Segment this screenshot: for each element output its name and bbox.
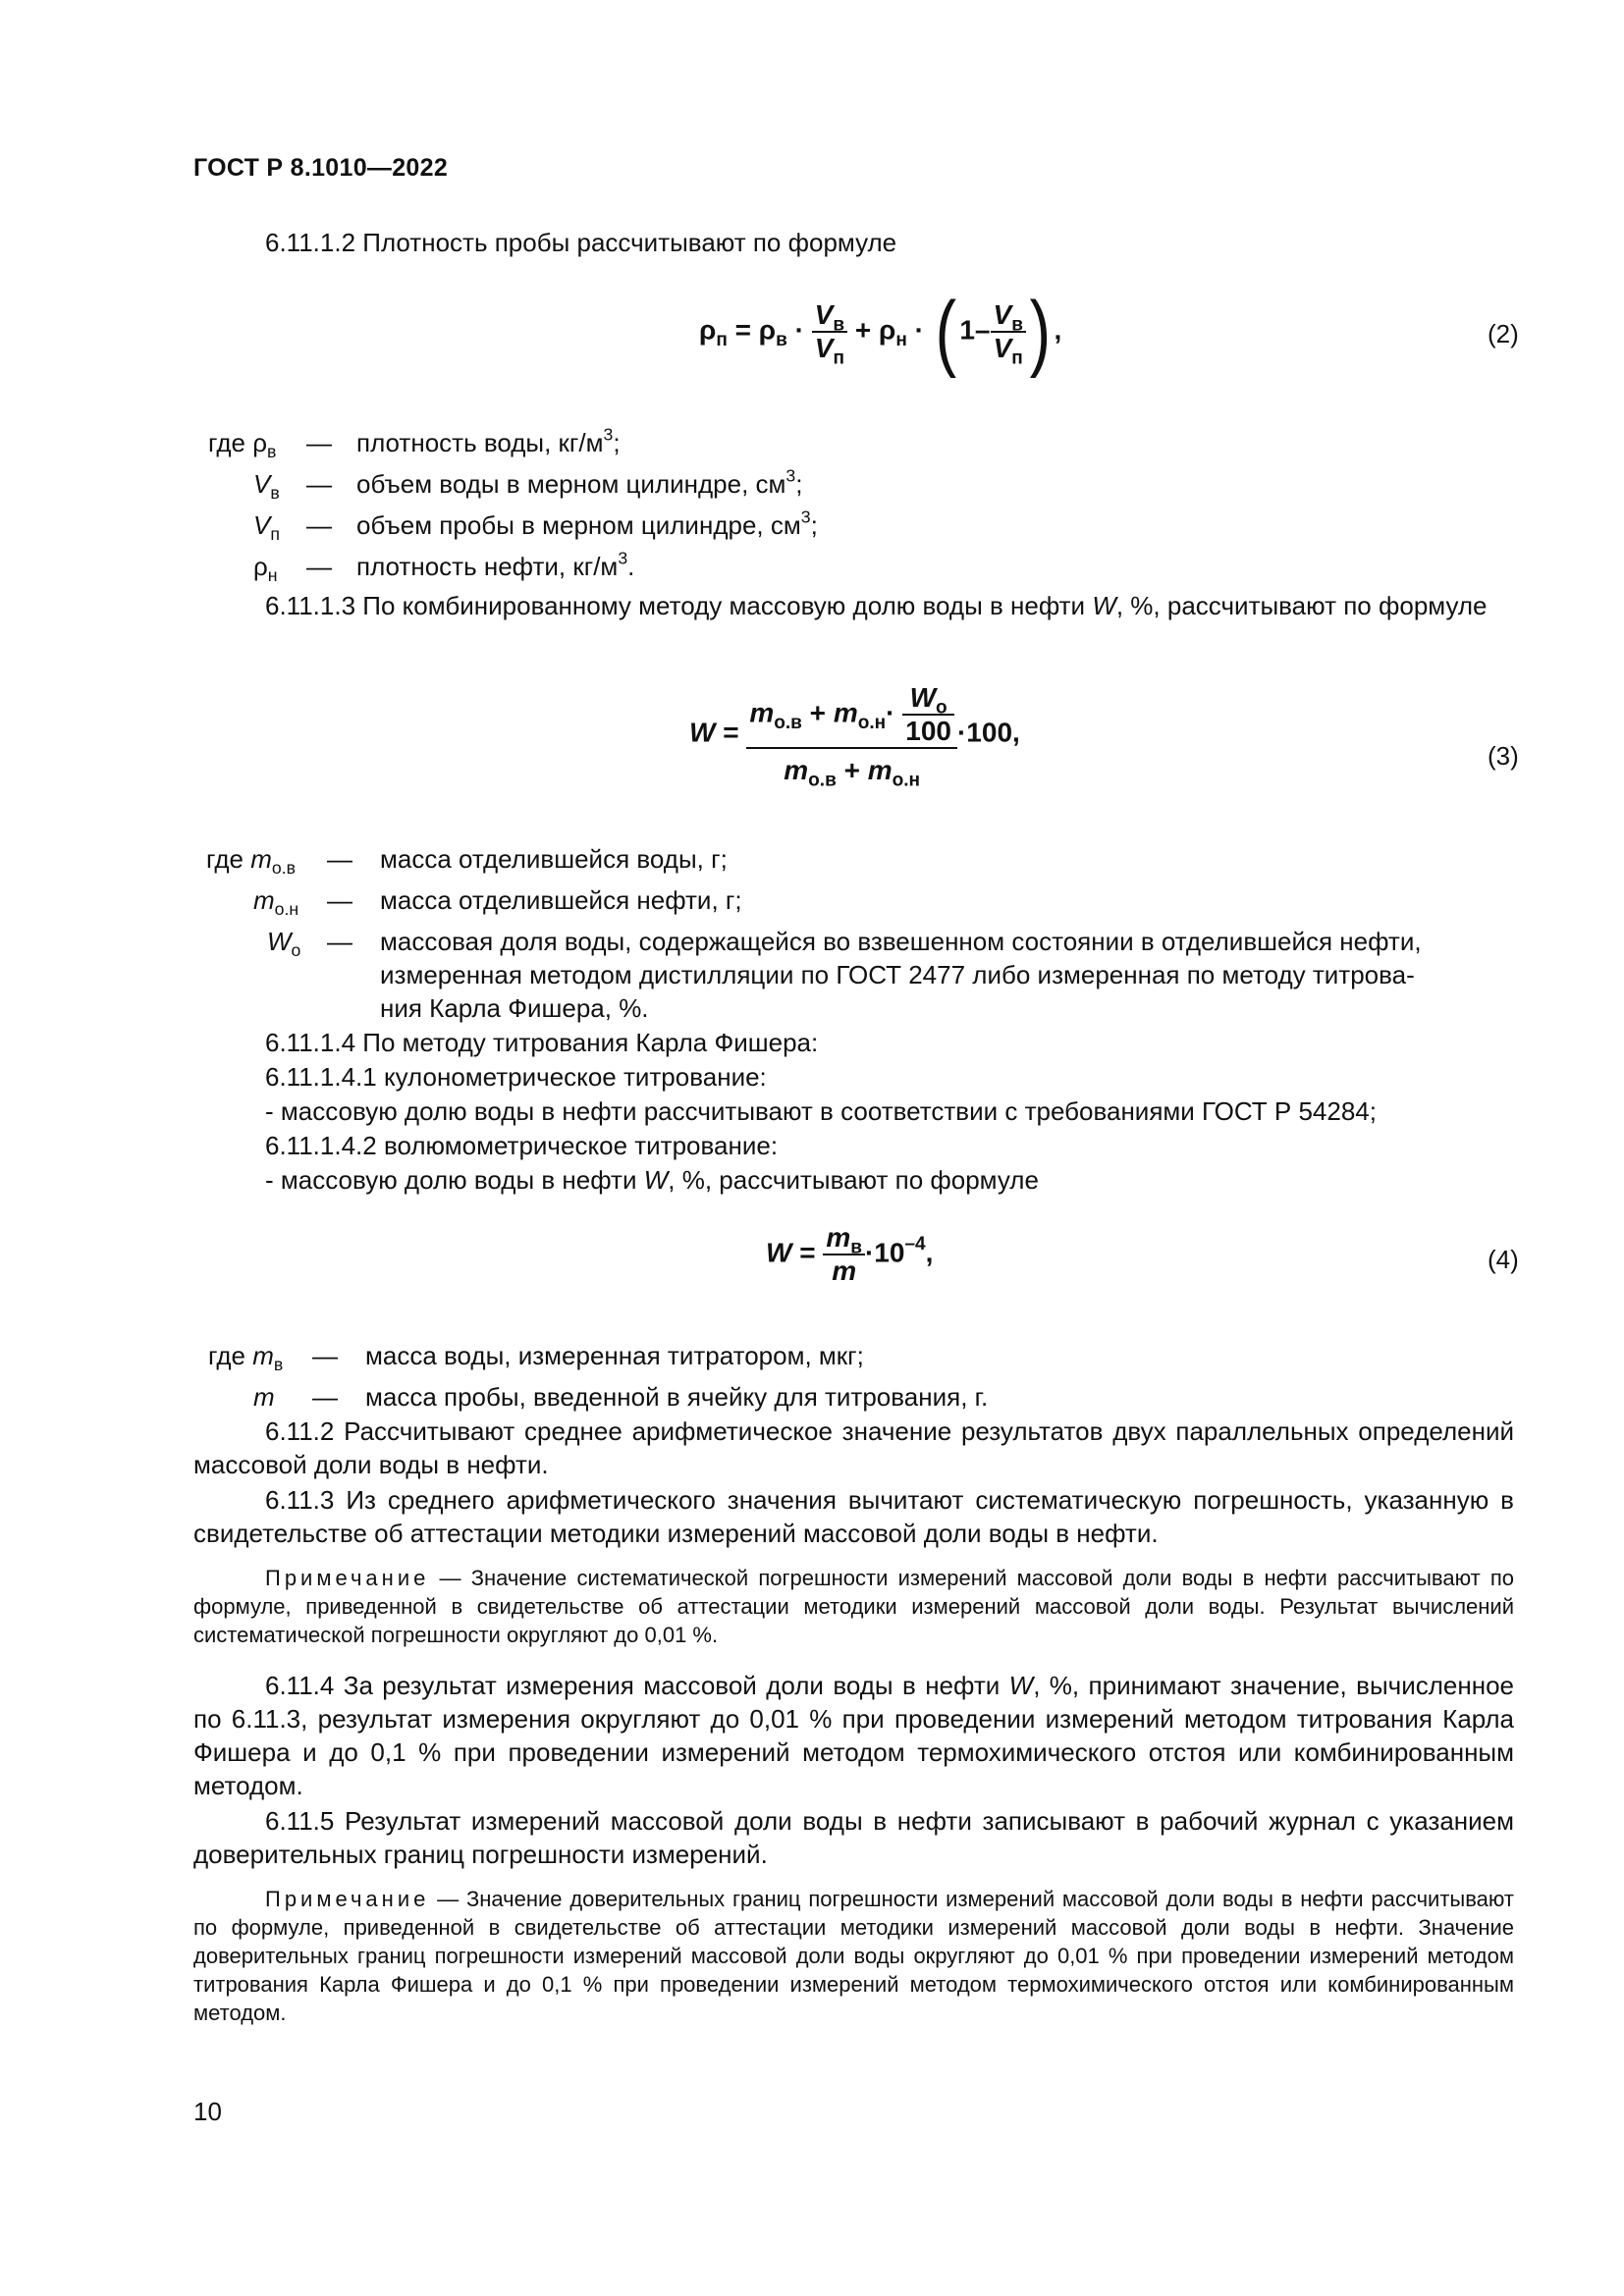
document-header: ГОСТ Р 8.1010—2022 [193, 154, 449, 182]
paragraph-6-11-1-3: 6.11.1.3 По комбинированному методу массовую долю воды в нефти W, %, рассчитывают по формуле [265, 591, 1488, 620]
note-1: Примечание — Значение систематической погрешности измерений массовой доли воды в нефти рассчитывают по формуле, приведенной в свидетельстве об аттестации методики измерений массовой доли воды. Результат вычислений систематической погрешности округляют до 0,01 %. [193, 1566, 1514, 1647]
equation-number-2: (2) [1488, 319, 1519, 348]
page-number: 10 [193, 2097, 222, 2126]
formula-3: W = $m_{о.в} + m_{о.н}\cdot$ $\frac{W_о}{100}$ $m_{о.в} + m_{о.н}$ ·100, [689, 682, 1020, 791]
paragraph-6-11-4: 6.11.4 За результат измерения массовой доли воды в нефти W, %, принимают значение, вычисленное по 6.11.3, результат измерения округляют до 0,01 % при проведении измерений методом титрования Карла Фишера и до 0,1 % при проведении измерений методом термохимического отстоя или комбинированным методом. [193, 1671, 1514, 1800]
fraction-vb-vp-2: $\frac{V_в}{V_п}$ [991, 299, 1026, 364]
paragraph-6-11-1-4-2: 6.11.1.4.2 волюмометрическое титрование: [265, 1131, 779, 1160]
paragraph-6-11-1-4-1: 6.11.1.4.1 кулонометрическое титрование: [265, 1062, 767, 1092]
paragraph-6-11-3: 6.11.3 Из среднего арифметического значения вычитают систематическую погрешность, указанную в свидетельстве об аттестации методики измерений массовой доли воды в нефти. [193, 1485, 1514, 1548]
fraction-vb-vp: $\frac{V_в}{V_п}$ [812, 299, 847, 364]
fraction-mb-m: $\frac{m_в}{m}$ [823, 1222, 865, 1287]
definitions-formula-3: где $m_{о.в}$ — масса отделившейся воды, г; $m_{о.н}$ — масса отделившейся нефти, г; $W_о$ — массовая доля воды, содержащейся во взвешенном состоянии в отделившейся нефти, измеренная методом дистилляции по ГОСТ 2477 либо измеренная по методу титрова- ния Карла Фишера, %. [206, 844, 1422, 1023]
list-item-coulometric: - массовую долю воды в нефти рассчитывают в соответствии с требованиями ГОСТ Р 54284; [265, 1096, 1377, 1126]
paragraph-6-11-1-4: 6.11.1.4 По методу титрования Карла Фишера: [265, 1028, 819, 1057]
note-2: Примечание — Значение доверительных границ погрешности измерений массовой доли воды в нефти рассчитывают по формуле, приведенной в свидетельстве об аттестации методики измерений массовой доли воды в нефти. Значение доверительных границ погрешности измерений массовой доли воды округляют до 0,01 % при проведении измерений методом титрования Карла Фишера и до 0,1 % при проведении измерений методом термохимического отстоя или комбинированным методом. [193, 1887, 1514, 2025]
paragraph-6-11-2: 6.11.2 Рассчитывают среднее арифметическое значение результатов двух параллельных определений массовой доли воды в нефти. [193, 1416, 1514, 1479]
definitions-formula-2: где $\rho_в$ — плотность воды, $кг/м^3$; $V_в$ — объем воды в мерном цилиндре, $см^3$; $V_п$ — объем пробы в мерном цилиндре, $см^3$; $\rho_н$ — плотность нефти, $кг/м^3$. [208, 424, 818, 586]
paragraph-6-11-1-2: 6.11.1.2 Плотность пробы рассчитывают по формуле [265, 228, 897, 257]
formula-2: $\rho_п = \rho_в$ · $\frac{V_в}{V_п}$ + $\rho_н$ · ( 1– $\frac{V_в}{V_п}$ ) , [699, 285, 1062, 379]
equation-number-3: (3) [1488, 741, 1519, 771]
fraction-w0-100: $\frac{W_о}{100}$ [902, 682, 954, 747]
equation-number-4: (4) [1488, 1245, 1519, 1274]
list-item-volumetric: - массовую долю воды в нефти W, %, рассчитывают по формуле [265, 1165, 1039, 1195]
definitions-formula-4: где $m_в$ — масса воды, измеренная титратором, мкг; m — масса пробы, введенной в ячейку для титрования, г. [208, 1341, 989, 1412]
fraction-main: $m_{о.в} + m_{о.н}\cdot$ $\frac{W_о}{100}$ $m_{о.в} + m_{о.н}$ [746, 682, 957, 786]
formula-4: W = $\frac{m_в}{m}$ $\cdot 10^{-4}$, [766, 1222, 934, 1286]
paragraph-6-11-5: 6.11.5 Результат измерений массовой доли воды в нефти записывают в рабочий журнал с указанием доверительных границ погрешности измерений. [193, 1806, 1514, 1869]
